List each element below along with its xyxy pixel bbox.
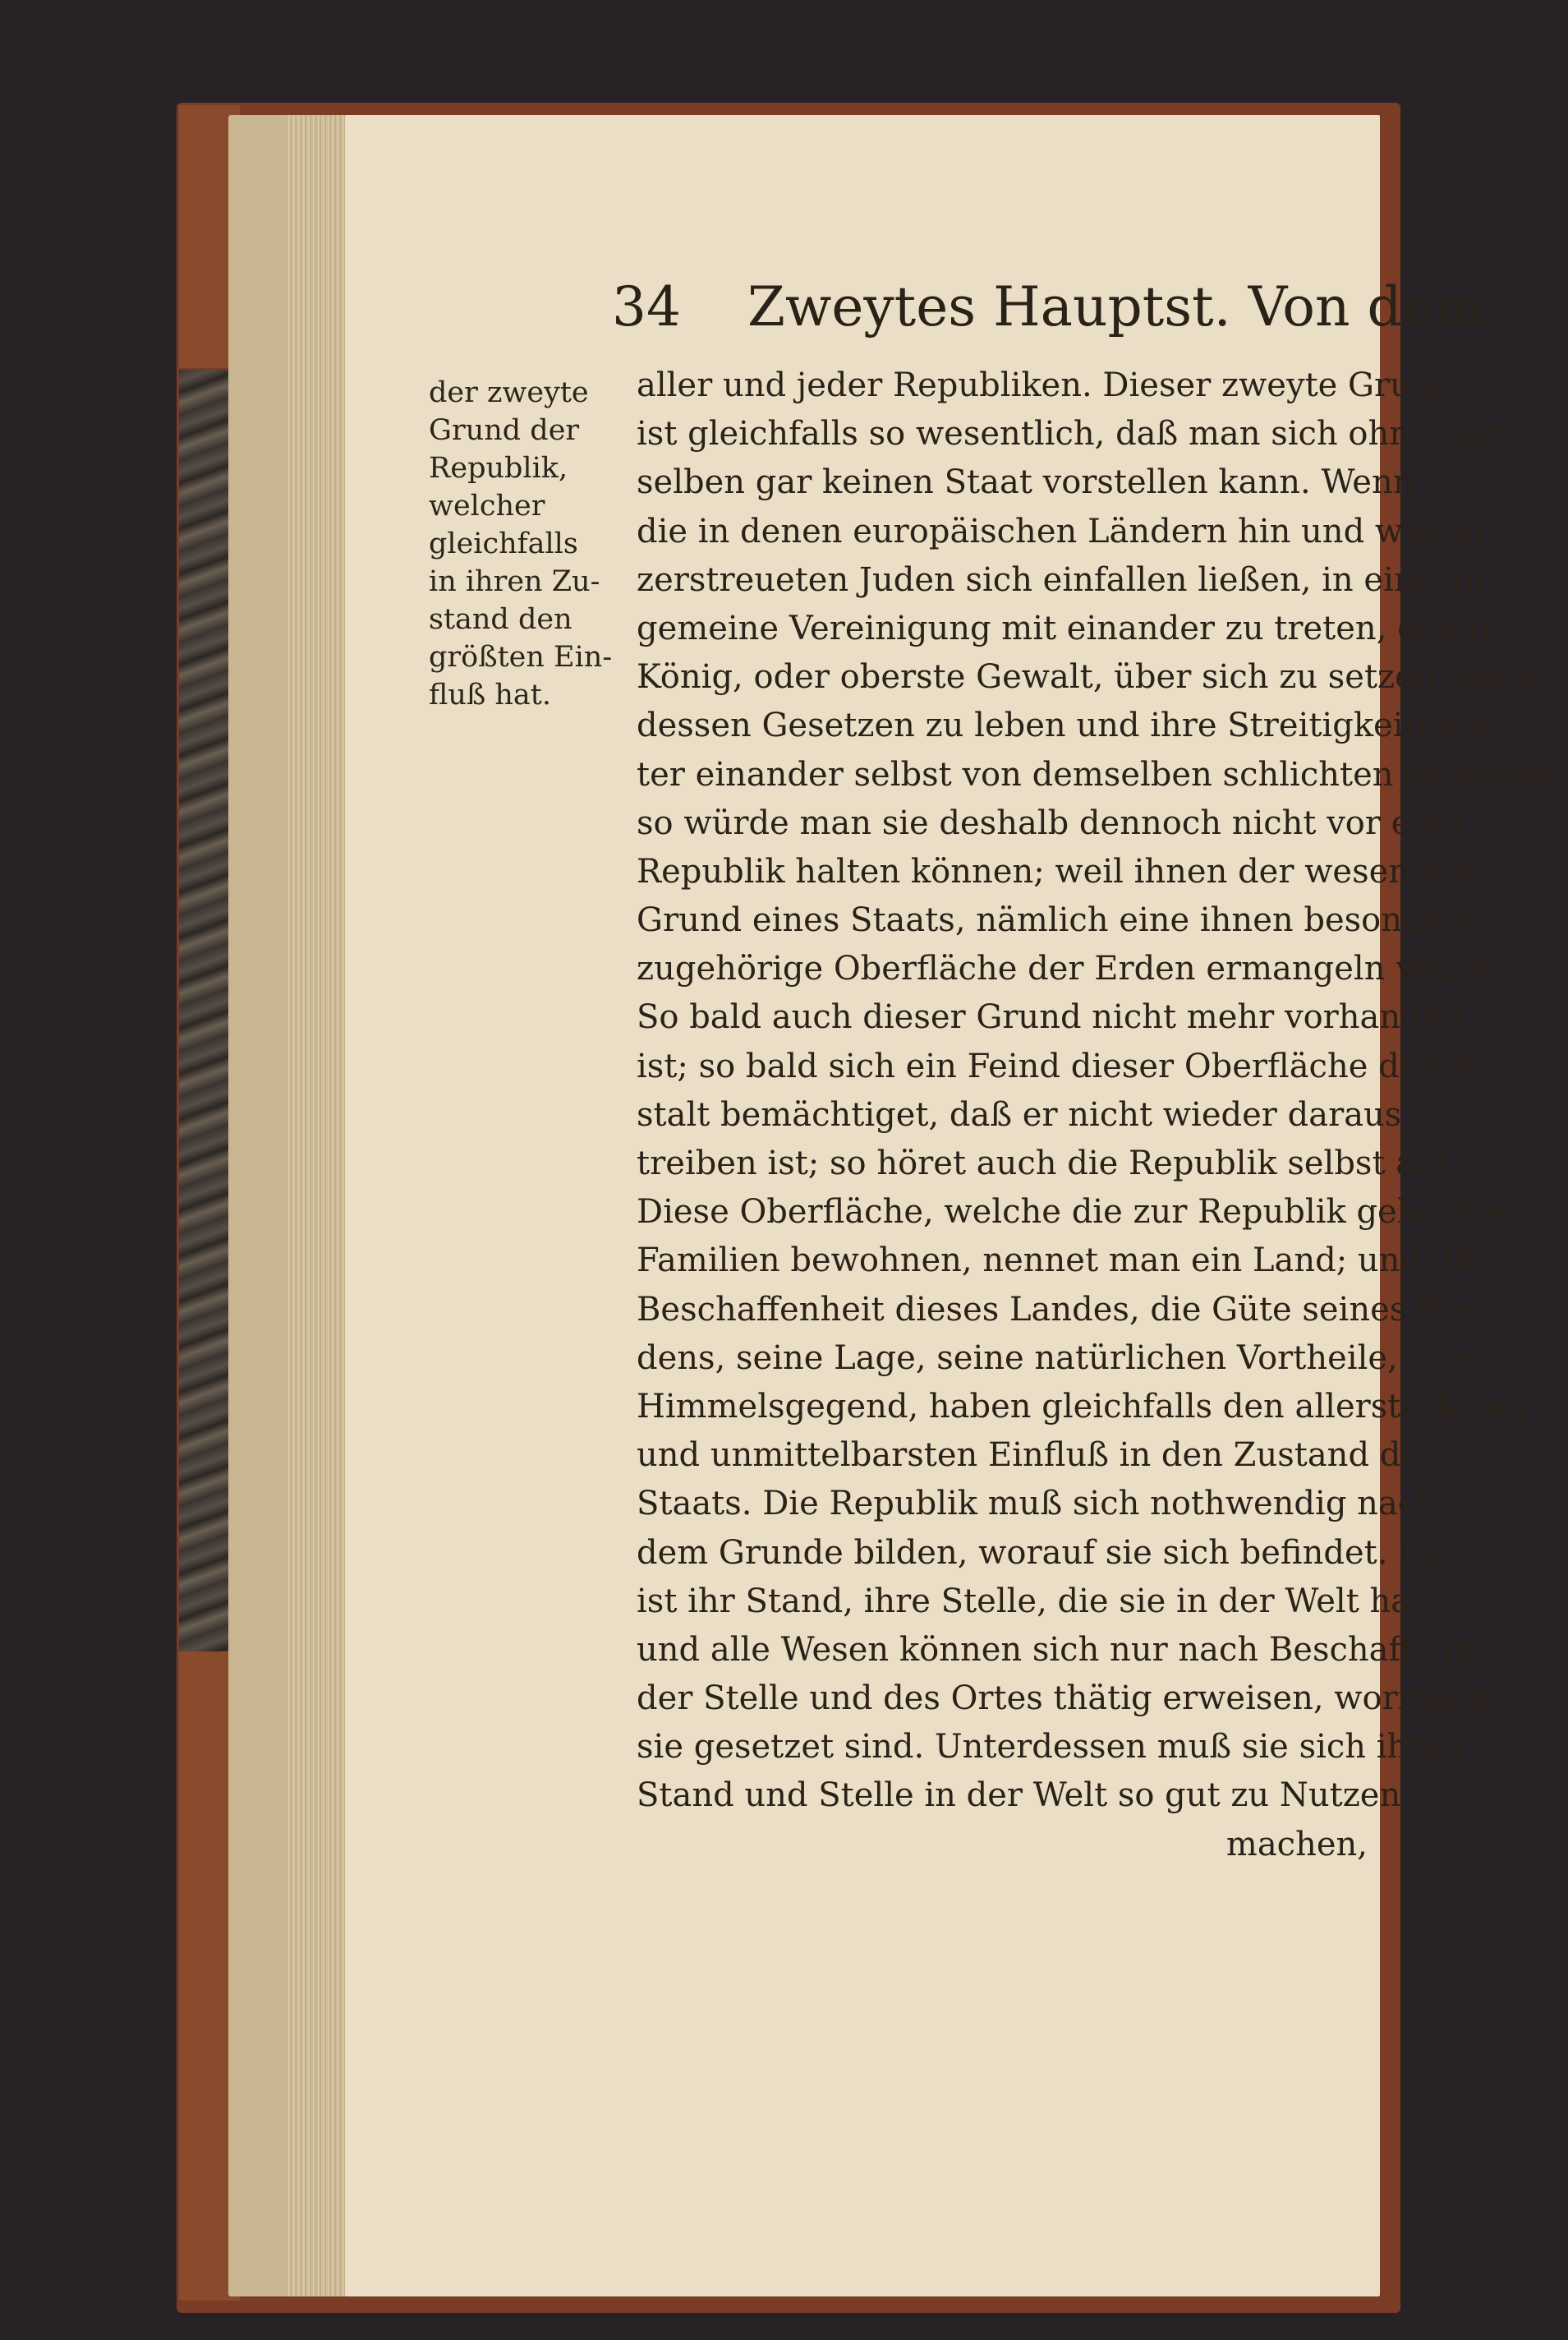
text-line: der Stelle und des Ortes thätig erweisen, worinnen <box>637 1679 1492 1718</box>
text-line: zugehörige Oberfläche der Erden ermangeln würde. <box>637 950 1512 988</box>
text-line: dens, seine Lage, seine natürlichen Vortheile, seine <box>637 1338 1496 1377</box>
text-line: ter einander selbst von demselben schlichten zu lassen; <box>637 755 1568 794</box>
text-line: Diese Oberfläche, welche die zur Republik gehörigen <box>637 1193 1526 1232</box>
text-line: dessen Gesetzen zu leben und ihre Streitigkeiten un- <box>637 707 1521 745</box>
margin-note-line: welcher <box>429 490 545 523</box>
page-edges <box>287 115 353 2296</box>
text-line: stalt bemächtiget, daß er nicht wieder daraus zu ver- <box>637 1095 1526 1134</box>
text-line: ist; so bald sich ein Feind dieser Oberfläche derge- <box>637 1047 1487 1085</box>
catchword: machen, <box>1225 1825 1368 1863</box>
text-line: aller und jeder Republiken. Dieser zweyte Grund <box>637 366 1454 404</box>
page-number: 34 <box>612 275 681 339</box>
text-line: Familien bewohnen, nennet man ein Land; und die <box>637 1241 1483 1280</box>
text-line: Staats. Die Republik muß sich nothwendig nach <box>637 1485 1437 1523</box>
margin-note-line: fluß hat. <box>429 679 551 712</box>
text-line: ist gleichfalls so wesentlich, daß man sich ohne dem- <box>637 415 1524 454</box>
margin-note-line: stand den <box>429 603 572 636</box>
margin-note-line: gleichfalls <box>429 527 578 560</box>
text-line: selben gar keinen Staat vorstellen kann. Wenn <box>637 463 1414 502</box>
text-line: und alle Wesen können sich nur nach Beschaffenheit <box>637 1630 1517 1669</box>
margin-note-line: größten Ein- <box>429 641 613 674</box>
margin-note-line: der zweyte <box>429 376 589 409</box>
running-header <box>612 275 1486 339</box>
text-line: Himmelsgegend, haben gleichfalls den allerstärksten <box>637 1387 1527 1426</box>
text-line: so würde man sie deshalb dennoch nicht vor eine <box>637 804 1462 842</box>
text-line: treiben ist; so höret auch die Republik selbst auf. <box>637 1145 1458 1182</box>
text-line: gemeine Vereinigung mit einander zu treten, einen <box>637 609 1489 647</box>
running-head-title: Zweytes Hauptst. Von dem <box>747 275 1486 339</box>
margin-note-line: Grund der <box>429 414 580 447</box>
text-line: zerstreueten Juden sich einfallen ließen, in eine all- <box>637 560 1497 599</box>
margin-note <box>429 374 626 714</box>
text-line: Stand und Stelle in der Welt so gut zu Nutzen <box>637 1776 1401 1815</box>
text-line: ist ihr Stand, ihre Stelle, die sie in der Welt hat; <box>637 1582 1435 1620</box>
text-line: die in denen europäischen Ländern hin und wieder <box>637 512 1489 550</box>
text-line: So bald auch dieser Grund nicht mehr vorhanden <box>637 998 1463 1037</box>
text-line: Republik halten können; weil ihnen der wesentliche <box>637 852 1503 891</box>
margin-note-line: in ihren Zu- <box>429 565 600 598</box>
text-line: König, oder oberste Gewalt, über sich zu setzen, nach <box>637 658 1537 697</box>
text-line: sie gesetzet sind. Unterdessen muß sie sich ihren <box>637 1728 1465 1767</box>
margin-note-line: Republik, <box>429 452 568 485</box>
text-line: und unmittelbarsten Einfluß in den Zustand des <box>637 1436 1437 1475</box>
text-line: dem Grunde bilden, worauf sie sich befindet. Das <box>637 1533 1461 1572</box>
text-line: Beschaffenheit dieses Landes, die Güte seines Bo- <box>637 1290 1473 1329</box>
body-text <box>637 362 1568 1869</box>
text-line: Grund eines Staats, nämlich eine ihnen besonders <box>637 901 1475 940</box>
